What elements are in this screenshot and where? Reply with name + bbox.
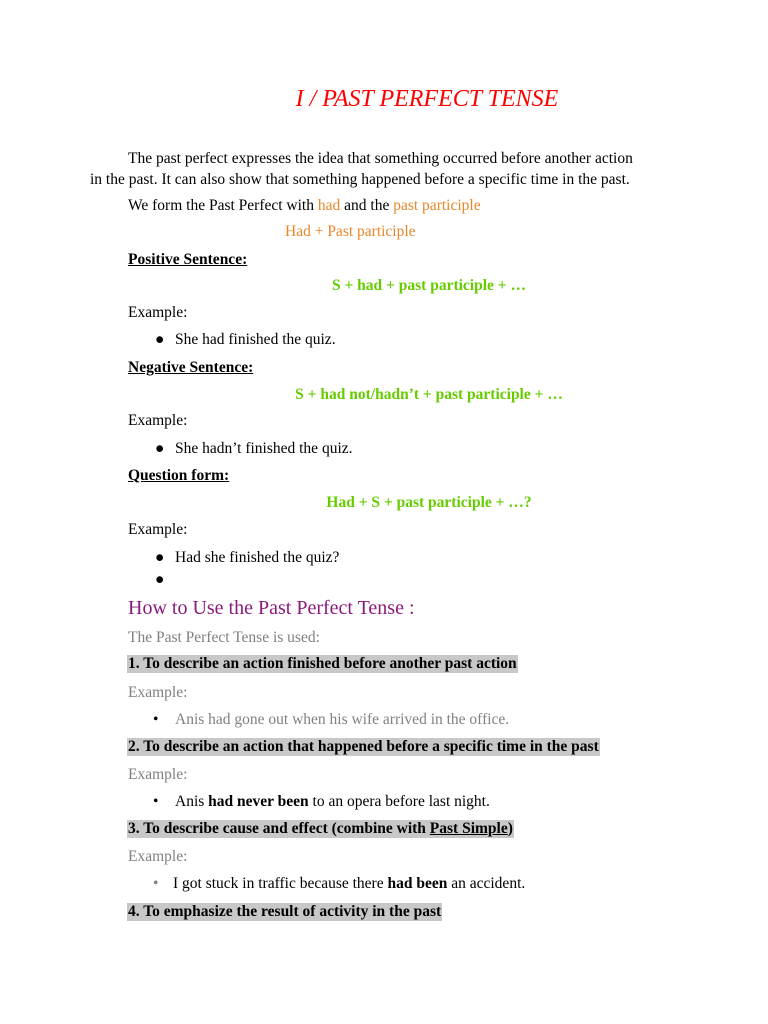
- usage-item-1-title: 1. To describe an action finished before another past action: [128, 655, 517, 672]
- usage-item-2-example-text-a: Anis: [175, 793, 209, 810]
- usage-item-3-example-label: Example:: [128, 848, 188, 865]
- usage-subtitle: The Past Perfect Tense is used:: [128, 629, 320, 646]
- usage-item-3-title-c: ): [507, 820, 513, 837]
- usage-item-3-example-item: [153, 875, 526, 893]
- bullet-dot-icon: ●: [155, 440, 165, 457]
- past-simple-link[interactable]: Past Simple: [429, 820, 508, 837]
- usage-item-1-example-text: Anis had gone out when his wife arrived in the office.: [175, 711, 510, 728]
- page-title: I / PAST PERFECT TENSE: [295, 86, 559, 112]
- usage-item-4-title: 4. To emphasize the result of activity in the past: [128, 903, 442, 920]
- usage-item-3-example-text-b: had been: [387, 875, 448, 892]
- usage-item-2-example-item: [153, 793, 490, 811]
- question-example-text: Had she finished the quiz?: [175, 549, 340, 566]
- intro-line-2: in the past. It can also show that something happened before a specific time in the past.: [90, 171, 630, 188]
- usage-item-1-example-label: Example:: [128, 684, 188, 701]
- question-example-item: [155, 549, 340, 567]
- positive-heading: Positive Sentence:: [128, 251, 248, 268]
- negative-example-text: She hadn’t finished the quiz.: [175, 440, 353, 457]
- negative-formula: S + had not/hadn’t + past participle + …: [295, 386, 563, 403]
- positive-example-text: She had finished the quiz.: [175, 331, 336, 348]
- usage-item-3-example-text-c: an accident.: [447, 875, 526, 892]
- bullet-dot-icon: •: [153, 793, 159, 810]
- bullet-dot-icon: •: [153, 875, 159, 892]
- form-line: [128, 197, 481, 215]
- usage-item-3-title: [127, 820, 514, 838]
- usage-item-3-example-text-a: I got stuck in traffic because there: [173, 875, 388, 892]
- bullet-dot-icon: ●: [155, 331, 165, 348]
- usage-item-1-example-item: [153, 711, 510, 729]
- positive-formula: S + had + past participle + …: [331, 277, 526, 294]
- usage-item-3-title-a: 3. To describe cause and effect (combine with: [128, 820, 430, 837]
- positive-example-label: Example:: [128, 304, 188, 321]
- negative-example-item: [155, 440, 353, 458]
- question-example-label: Example:: [128, 521, 188, 538]
- form-line-had: had: [317, 197, 341, 214]
- bullet-dot-icon: ●: [155, 549, 165, 566]
- usage-item-2-title: 2. To describe an action that happened before a specific time in the past: [128, 738, 599, 755]
- positive-example-item: [155, 331, 336, 349]
- bullet-dot-icon: ●: [155, 571, 165, 588]
- negative-heading: Negative Sentence:: [128, 359, 254, 376]
- bullet-dot-icon: •: [153, 711, 159, 728]
- usage-item-2-example-label: Example:: [128, 766, 188, 783]
- form-line-middle: and the: [340, 197, 394, 214]
- question-heading: Question form:: [128, 467, 230, 484]
- negative-example-label: Example:: [128, 412, 188, 429]
- form-line-participle: past participle: [393, 197, 481, 214]
- usage-heading: How to Use the Past Perfect Tense :: [128, 597, 415, 619]
- main-formula: Had + Past participle: [285, 223, 416, 240]
- question-formula: Had + S + past participle + …?: [326, 494, 532, 511]
- form-line-prefix: We form the Past Perfect with: [128, 197, 318, 214]
- usage-item-2-example-text-c: to an opera before last night.: [308, 793, 490, 810]
- usage-item-2-example-text-b: had never been: [208, 793, 309, 810]
- intro-line-1: The past perfect expresses the idea that something occurred before another action: [128, 150, 633, 167]
